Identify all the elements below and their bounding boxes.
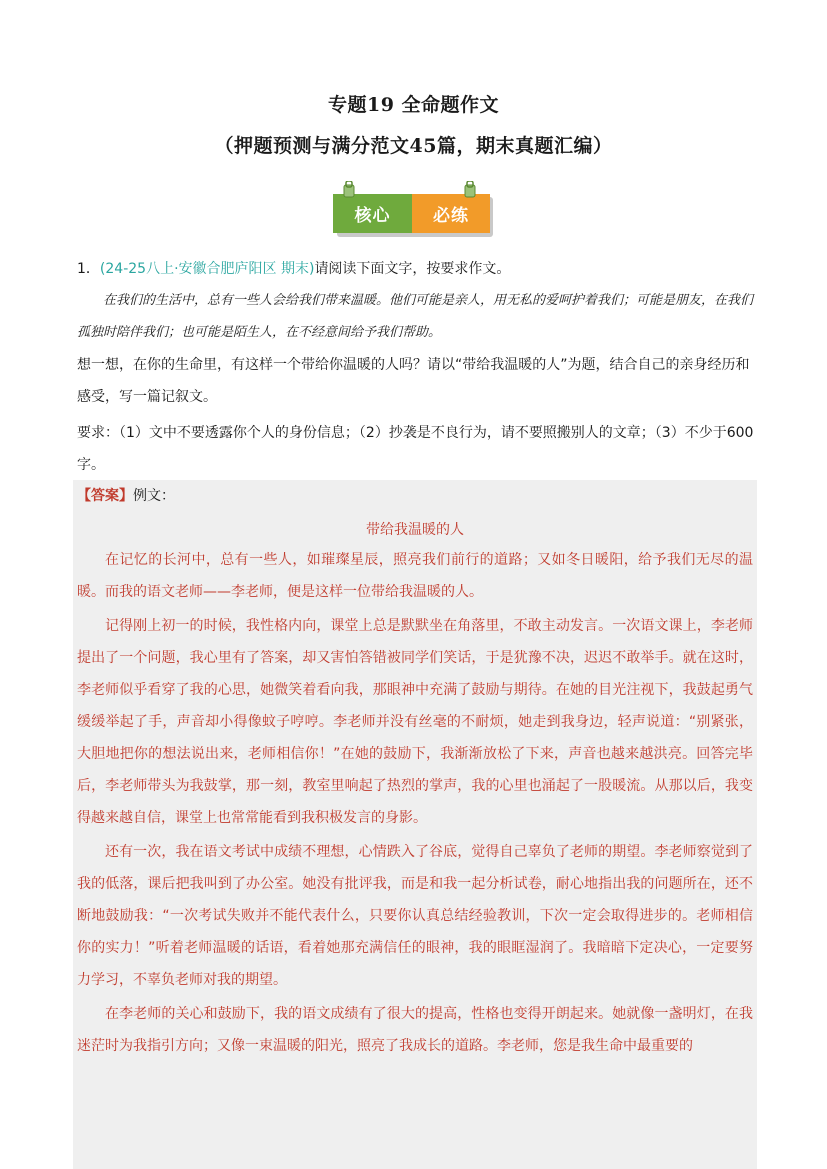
- answer-label: 例文：: [133, 488, 175, 504]
- prompt-quote: 在我们的生活中，总有一些人会给我们带来温暖。他们可能是亲人，用无私的爱呵护着我们；可能是朋友，在我们孤独时陪伴我们；也可能是陌生人，在不经意间给予我们帮助。: [77, 293, 754, 340]
- essay-title: 带给我温暖的人: [366, 522, 464, 538]
- question-line: [77, 253, 757, 285]
- question-number: 1．: [77, 261, 100, 277]
- essay-paragraph: 在李老师的关心和鼓励下，我的语文成绩有了很大的提高，性格也变得开朗起来。她就像一盏明灯，在我迷茫时为我指引方向；又像一束温暖的阳光，照亮了我成长的道路。李老师，您是我生命中最重要的: [77, 1006, 753, 1054]
- question-source: (24-25八上·安徽合肥庐阳区 期末): [99, 261, 315, 277]
- prompt-task: 想一想，在你的生命里，有这样一个带给你温暖的人吗？请以“带给我温暖的人”为题，结合自己的亲身经历和感受，写一篇记叙文。: [77, 357, 750, 405]
- core-practice-badge: [333, 181, 493, 237]
- badge-right-label: 必练: [412, 194, 490, 233]
- answer-tag: 【答案】: [77, 488, 133, 504]
- paper-clip-icon: [343, 181, 355, 199]
- badge-left-label: 核心: [333, 194, 412, 233]
- answer-header: [77, 482, 175, 510]
- document-subtitle: （押题预测与满分范文45篇，期末真题汇编）: [214, 135, 613, 157]
- answer-panel: [73, 480, 757, 1169]
- essay-paragraph: 还有一次，我在语文考试中成绩不理想，心情跌入了谷底，觉得自己辜负了老师的期望。李老师察觉到了我的低落，课后把我叫到了办公室。她没有批评我，而是和我一起分析试卷，耐心地指出我的问题所在，还不断地鼓励我：“一次考试失败并不能代表什么，只要你认真总结经验教训，下次一定会取得进步的。老师相信你的实力！”听着老师温暖的话语，看着她那充满信任的眼神，我的眼眶湿润了。我暗暗下定决心，一定要努力学习，不辜负老师对我的期望。: [77, 844, 753, 988]
- document-title: 专题19 全命题作文: [327, 94, 500, 116]
- prompt-requirements: 要求：（1）文中不要透露你个人的身份信息；（2）抄袭是不良行为，请不要照搬别人的文章；（3）不少于600字。: [77, 425, 754, 473]
- essay-paragraph: 记得刚上初一的时候，我性格内向，课堂上总是默默坐在角落里，不敢主动发言。一次语文课上，李老师提出了一个问题，我心里有了答案，却又害怕答错被同学们笑话，于是犹豫不决，迟迟不敢举手。就在这时，李老师似乎看穿了我的心思，她微笑着看向我，那眼神中充满了鼓励与期待。在她的目光注视下，我鼓起勇气缓缓举起了手，声音却小得像蚊子哼哼。李老师并没有丝毫的不耐烦，她走到我身边，轻声说道：“别紧张，大胆地把你的想法说出来，老师相信你！”在她的鼓励下，我渐渐放松了下来，声音也越来越洪亮。回答完毕后，李老师带头为我鼓掌，那一刻，教室里响起了热烈的掌声，我的心里也涌起了一股暖流。从那以后，我变得越来越自信，课堂上也常常能看到我积极发言的身影。: [77, 618, 753, 826]
- essay-paragraph: 在记忆的长河中，总有一些人，如璀璨星辰，照亮我们前行的道路；又如冬日暖阳，给予我们无尽的温暖。而我的语文老师——李老师，便是这样一位带给我温暖的人。: [77, 552, 753, 600]
- essay-body: [77, 544, 753, 1064]
- paper-clip-icon: [464, 181, 476, 199]
- question-instruction: 请阅读下面文字，按要求作文。: [314, 261, 511, 277]
